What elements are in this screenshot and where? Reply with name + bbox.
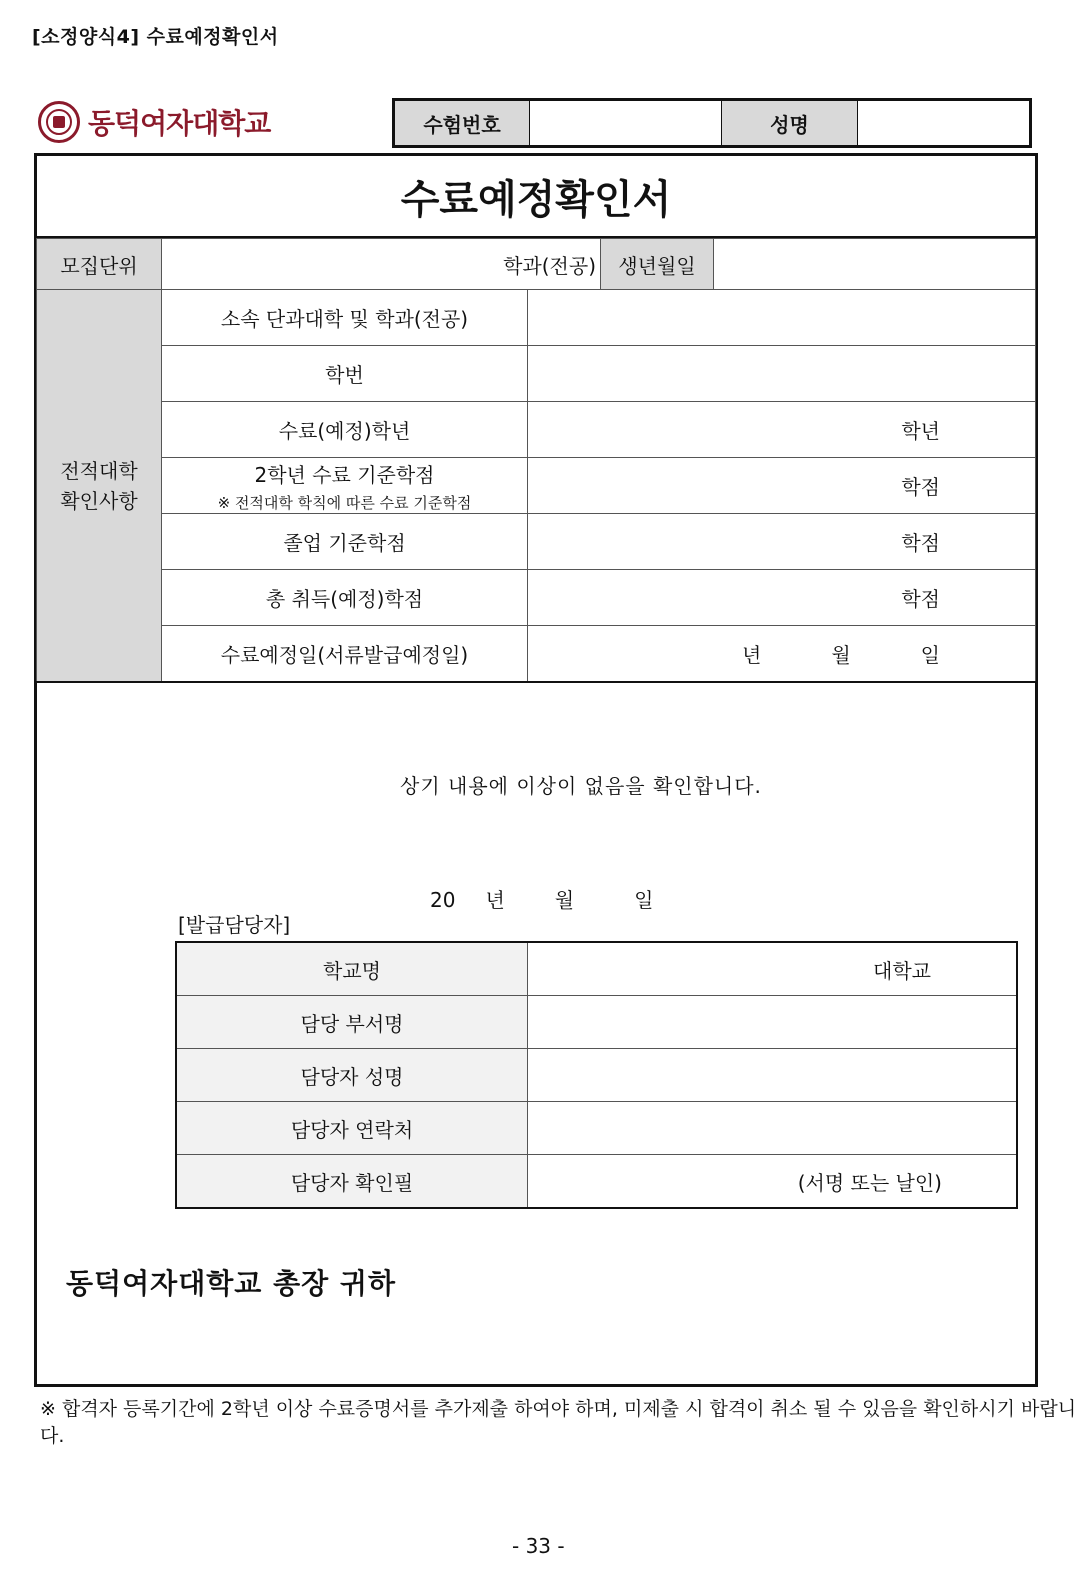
- footnote: ※ 합격자 등록기간에 2학년 이상 수료증명서를 추가제출 하여야 하며, 미제출 시 합격이 취소 될 수 있음을 확인하시기 바랍니다.: [40, 1398, 1077, 1447]
- expected-date-year: 년: [742, 643, 762, 667]
- expected-date-day: 일: [920, 643, 940, 667]
- graduation-credit-label: 졸업 기준학점: [162, 514, 528, 570]
- sophomore-credit-label: [162, 458, 528, 514]
- exam-number-label: 수험번호: [394, 100, 530, 147]
- issue-date-prefix: 20: [430, 888, 456, 912]
- officer-contact-field[interactable]: [528, 1102, 1018, 1155]
- completion-year-label: 수료(예정)학년: [162, 402, 528, 458]
- college-dept-label: 소속 단과대학 및 학과(전공): [162, 290, 528, 346]
- recruit-unit-field[interactable]: [162, 239, 601, 290]
- total-credit-field[interactable]: 학점: [528, 570, 1036, 626]
- applicant-id-box: [392, 98, 1032, 148]
- name-label: 성명: [722, 100, 858, 147]
- sophomore-credit-label-text: 2학년 수료 기준학점: [254, 462, 435, 487]
- prior-college-table: [36, 238, 1036, 682]
- sophomore-credit-note: ※ 전적대학 학칙에 따른 수료 기준학점: [217, 493, 472, 512]
- graduation-credit-field[interactable]: 학점: [528, 514, 1036, 570]
- total-credit-label: 총 취득(예정)학점: [162, 570, 528, 626]
- addressee: 동덕여자대학교 총장 귀하: [66, 1267, 397, 1300]
- page-number: - 33 -: [512, 1534, 565, 1558]
- officer-signature-field[interactable]: (서명 또는 날인): [528, 1155, 1018, 1209]
- section-divider: [36, 681, 1036, 683]
- university-logo-text: 동덕여자대학교: [88, 107, 271, 140]
- department-field[interactable]: [528, 996, 1018, 1049]
- birth-date-label: 생년월일: [601, 239, 714, 290]
- issuer-table: [175, 941, 1018, 1209]
- prior-college-section-label: 전적대학 확인사항: [37, 290, 162, 682]
- issue-date-month: 월: [554, 888, 575, 912]
- sophomore-credit-field[interactable]: 학점: [528, 458, 1036, 514]
- university-logo: [38, 100, 270, 144]
- officer-name-label: 담당자 성명: [176, 1049, 528, 1102]
- issue-date-year: 년: [485, 888, 505, 912]
- student-id-label: 학번: [162, 346, 528, 402]
- completion-year-field[interactable]: 학년: [528, 402, 1036, 458]
- expected-date-label: 수료예정일(서류발급예정일): [162, 626, 528, 682]
- issue-date-day: 일: [634, 888, 654, 912]
- student-id-field[interactable]: [528, 346, 1036, 402]
- birth-date-field[interactable]: [714, 239, 1036, 290]
- confirm-statement: 상기 내용에 이상이 없음을 확인합니다.: [400, 774, 762, 798]
- recruit-major-suffix: 학과(전공): [503, 253, 596, 278]
- officer-name-field[interactable]: [528, 1049, 1018, 1102]
- form-header: [소정양식4] 수료예정확인서: [32, 26, 279, 48]
- expected-date-month: 월: [831, 643, 851, 667]
- school-name-label: 학교명: [176, 942, 528, 996]
- department-label: 담당 부서명: [176, 996, 528, 1049]
- officer-contact-label: 담당자 연락처: [176, 1102, 528, 1155]
- university-emblem-icon: [38, 101, 80, 143]
- name-field[interactable]: [858, 100, 1031, 147]
- college-dept-field[interactable]: [528, 290, 1036, 346]
- recruit-unit-label: 모집단위: [37, 239, 162, 290]
- exam-number-field[interactable]: [530, 100, 722, 147]
- issuer-label: [발급담당자]: [178, 913, 291, 937]
- issue-date: [430, 884, 683, 913]
- expected-date-field[interactable]: [528, 626, 1036, 682]
- form-title: 수료예정확인서: [36, 156, 1036, 238]
- officer-signature-label: 담당자 확인필: [176, 1155, 528, 1209]
- school-name-field[interactable]: 대학교: [528, 942, 1018, 996]
